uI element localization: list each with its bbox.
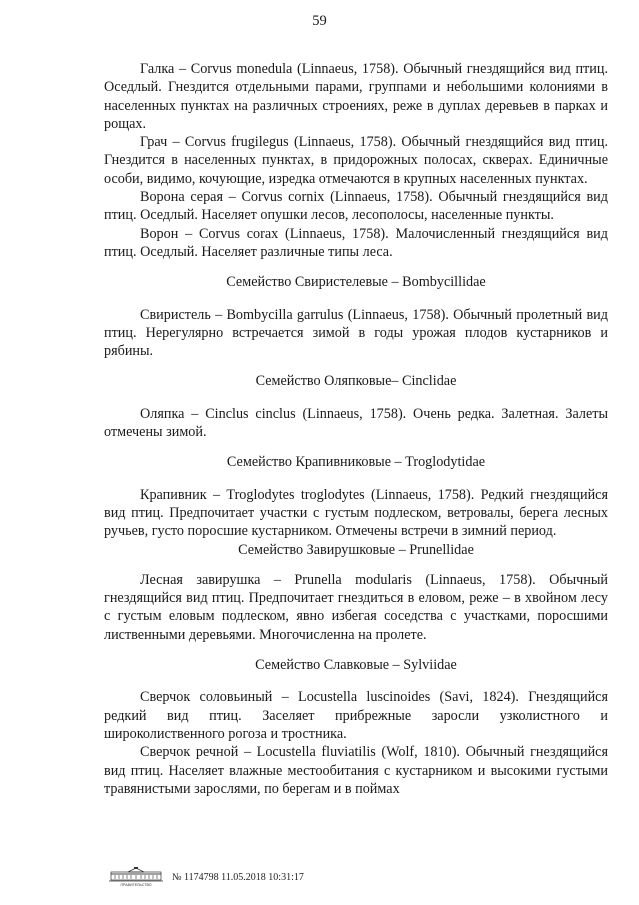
logo-caption: ПРАВИТЕЛЬСТВО (120, 883, 152, 887)
heading-prunellidae: Семейство Завирушковые – Prunellidae (238, 541, 474, 558)
paragraph-vorona: Ворона серая – Corvus cornix (Linnaeus, 1758). Обычный гнездящийся вид птиц. Оседлый. Населяет опушки лесов, лесополосы, населенные пункты. (104, 189, 608, 224)
heading-troglodytidae: Семейство Крапивниковые – Troglodytidae (226, 454, 486, 471)
paragraph-voron: Ворон – Corvus corax (Linnaeus, 1758). Малочисленный гнездящийся вид птиц. Оседлый. Населяет различные типы леса. (104, 225, 608, 260)
paragraph-zavirushka: Лесная завирушка – Prunella modularis (Linnaeus, 1758). Обычный гнездящийся вид птиц. Предпочитает гнездиться в еловом, реже – в хвойном лесу с густым еловым подлеском, явно избегая соседства с участками, поросшими лиственными деревьями. Многочисленна на пролете. (104, 571, 608, 643)
paragraph-olyapka: Оляпка – Cinclus cinclus (Linnaeus, 1758). Очень редка. Залетная. Залеты отмечены зимой. (104, 405, 608, 441)
page-number: 59 (312, 13, 327, 29)
footer-stamp (108, 866, 304, 888)
heading-bombycillidae: Семейство Свиристелевые – Bombycillidae (226, 274, 486, 291)
paragraph-grach: Грач – Corvus frugilegus (Linnaeus, 1758). Обычный гнездящийся вид птиц. Гнездится в населенных пунктах, в придорожных полосах, скверах. Единичные особи, видимо, кочующие, изредка отмечаются в крупных населенных пунктах. (104, 134, 608, 187)
paragraph-sverchok-solov: Сверчок соловьиный – Locustella luscinoides (Savi, 1824). Гнездящийся редкий вид птиц. Заселяет прибрежные заросли узколистного и широколиственного рогоза и тростника. (104, 689, 608, 742)
document-id-timestamp: № 1174798 11.05.2018 10:31:17 (172, 871, 304, 883)
heading-cinclidae: Семейство Оляпковые– Cinclidae (255, 373, 457, 390)
paragraph-svirist: Свиристель – Bombycilla garrulus (Linnaeus, 1758). Обычный пролетный вид птиц. Нерегулярно встречается зимой в годы урожая плодов кустарников и рябины. (104, 306, 608, 360)
heading-sylviidae: Семейство Славковые – Sylviidae (255, 657, 457, 674)
paragraph-krapivnik: Крапивник – Troglodytes troglodytes (Linnaeus, 1758). Редкий гнездящийся вид птиц. Предпочитает участки с густым подлеском, ветровалы, берега лесных ручьев, густо поросшие кустарником. Отмечены встречи в зимний период. (104, 486, 608, 540)
paragraph-galka: Галка – Corvus monedula (Linnaeus, 1758). Обычный гнездящийся вид птиц. Оседлый. Гнездится отдельными парами, группами и небольшими колониями в населенных пунктах на различных строениях, реже в дуплах деревьев в парках и рощах. (104, 61, 608, 132)
paragraph-sverchok-rech: Сверчок речной – Locustella fluviatilis (Wolf, 1810). Обычный гнездящийся вид птиц. Населяет влажные местообитания с кустарником и высокими густыми травянистыми зарослями, по берегам и в поймах (104, 744, 608, 797)
government-building-logo (108, 867, 164, 887)
document-body (104, 60, 608, 798)
